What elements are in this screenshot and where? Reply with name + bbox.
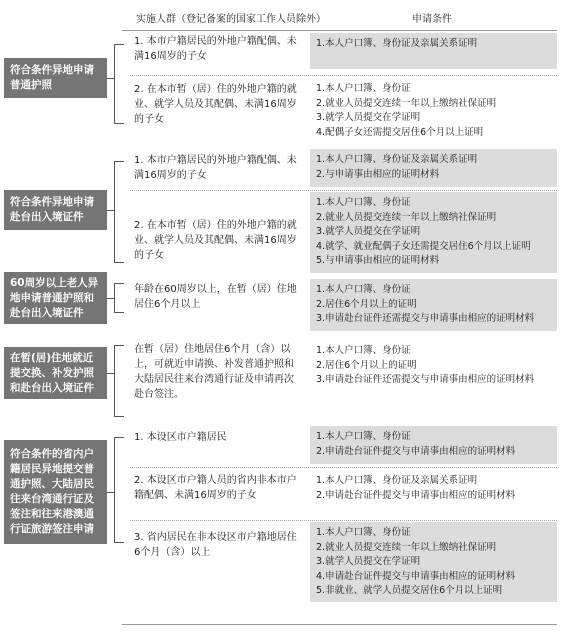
conditions-box <box>310 426 557 464</box>
category-label: 符合条件的省内户籍居民异地提交普通护照、大陆居民往来台湾通行证及签注和往来港澳通行证旅游签注申请 <box>4 440 107 544</box>
conditions-box <box>310 522 557 602</box>
applicant-group: 2. 本设区市户籍人员的省内非本市户籍配偶、未满16周岁的子女 <box>134 475 297 501</box>
condition-item: 2.居住6个月以上的证明 <box>316 359 417 371</box>
condition-item: 2.申请赴台证件提交与申请事由相应的证明材料 <box>316 489 516 501</box>
bracket-connector <box>107 78 114 79</box>
condition-item: 1.本人户口簿、身份证 <box>316 431 411 442</box>
condition-item: 5.与申请事由相应的证明材料 <box>316 255 440 266</box>
applicant-group: 1. 本设区市户籍居民 <box>134 432 227 443</box>
condition-item: 2.就业人员提交连续一年以上缴纳社保证明 <box>316 97 497 109</box>
category-label: 符合条件异地申请赴台出入境证件 <box>4 190 107 230</box>
condition-item: 3.就学人员提交在学证明 <box>316 556 421 567</box>
condition-item: 2.就业人员提交连续一年以上缴纳社保证明 <box>316 541 497 553</box>
column-header-conditions: 申请条件 <box>412 14 452 25</box>
condition-item: 2.申请赴台证件提交与申请事由相应的证明材料 <box>316 445 516 457</box>
bracket <box>114 283 124 313</box>
applicant-group: 1. 本市户籍居民的外地户籍配偶、未满16周岁的子女 <box>134 36 297 62</box>
header-divider <box>122 30 557 31</box>
conditions-box <box>310 149 557 187</box>
bracket-connector <box>107 373 114 374</box>
applicant-group: 3. 省内居民在非本设区市户籍地居住6个月（含）以上 <box>134 532 297 558</box>
condition-item: 1.本人户口簿、身份证 <box>316 83 411 94</box>
bracket <box>114 437 124 543</box>
conditions-box <box>310 78 557 144</box>
category-label: 符合条件异地申请普通护照 <box>4 58 107 98</box>
condition-item: 4.申请赴台证件提交与申请事由相应的证明材料 <box>316 570 516 582</box>
applicant-group: 2. 在本市暂（居）住的外地户籍的就业、就学人员及其配偶、未满16周岁的子女 <box>134 84 297 125</box>
conditions-box <box>310 470 557 508</box>
column-header-person: 实施人群（登记备案的国家工作人员除外） <box>136 14 326 25</box>
conditions-box <box>310 340 557 392</box>
condition-item: 4.配偶子女还需提交居住6个月以上证明 <box>316 126 484 138</box>
applicant-group: 2. 在本市暂（居）住的外地户籍的就业、就学人员及其配偶、未满16周岁的子女 <box>134 220 297 261</box>
condition-item: 4.就学、就业配偶子女还需提交居住6个月以上证明 <box>316 240 531 252</box>
condition-item: 1.本人户口簿、身份证 <box>316 345 411 356</box>
condition-item: 1.本人户口簿、身份证及亲属关系证明 <box>316 38 478 49</box>
condition-item: 3.就学人员提交在学证明 <box>316 112 421 123</box>
conditions-box <box>310 279 557 331</box>
condition-item: 1.本人户口簿、身份证及亲属关系证明 <box>316 154 478 165</box>
bracket-connector <box>107 492 114 493</box>
condition-item: 2.与申请事由相应的证明材料 <box>316 168 440 180</box>
row-divider <box>130 190 557 191</box>
condition-item: 1.本人户口簿、身份证 <box>316 527 411 538</box>
category-label: 在暂(居)住地就近提交换、补发护照和赴台出入境证件 <box>4 347 107 399</box>
row-divider <box>130 520 557 521</box>
applicant-group: 1. 本市户籍居民的外地户籍配偶、未满16周岁的子女 <box>134 155 297 181</box>
condition-item: 1.本人户口簿、身份证 <box>316 197 411 208</box>
bracket-connector <box>107 298 114 299</box>
applicant-group: 在暂（居）住地居住6个月（含）以上，可就近申请换、补发普通护照和大陆居民往来台湾通行证及申请再次赴台签注。 <box>134 344 294 400</box>
condition-item: 5.非就业、就学人员提交居住6个月以上证明 <box>316 585 503 596</box>
conditions-box <box>310 33 557 69</box>
bracket <box>114 345 124 417</box>
condition-item: 2.居住6个月以上的证明 <box>316 298 417 310</box>
applicant-group: 年龄在60周岁以上，在暂（居）住地居住6个月以上 <box>134 284 297 310</box>
condition-item: 3.就学人员提交在学证明 <box>316 226 421 237</box>
category-label: 60周岁以上老人异地申请普通护照和赴台出入境证件 <box>4 272 107 324</box>
condition-item: 1.本人户口簿、身份证 <box>316 284 411 295</box>
condition-item: 1.本人户口簿、身份证及亲属关系证明 <box>316 475 478 486</box>
condition-item: 3.申请赴台证件还需提交与申请事由相应的证明材料 <box>316 313 535 324</box>
row-divider <box>130 467 557 468</box>
conditions-box <box>310 192 557 273</box>
condition-item: 2.就业人员提交连续一年以上缴纳社保证明 <box>316 211 497 223</box>
condition-item: 3.申请赴台证件还需提交与申请事由相应的证明材料 <box>316 374 535 385</box>
row-divider <box>130 75 557 76</box>
bracket-connector <box>107 210 114 211</box>
bracket <box>114 161 124 263</box>
footer-divider <box>122 624 557 625</box>
bracket <box>114 44 124 124</box>
